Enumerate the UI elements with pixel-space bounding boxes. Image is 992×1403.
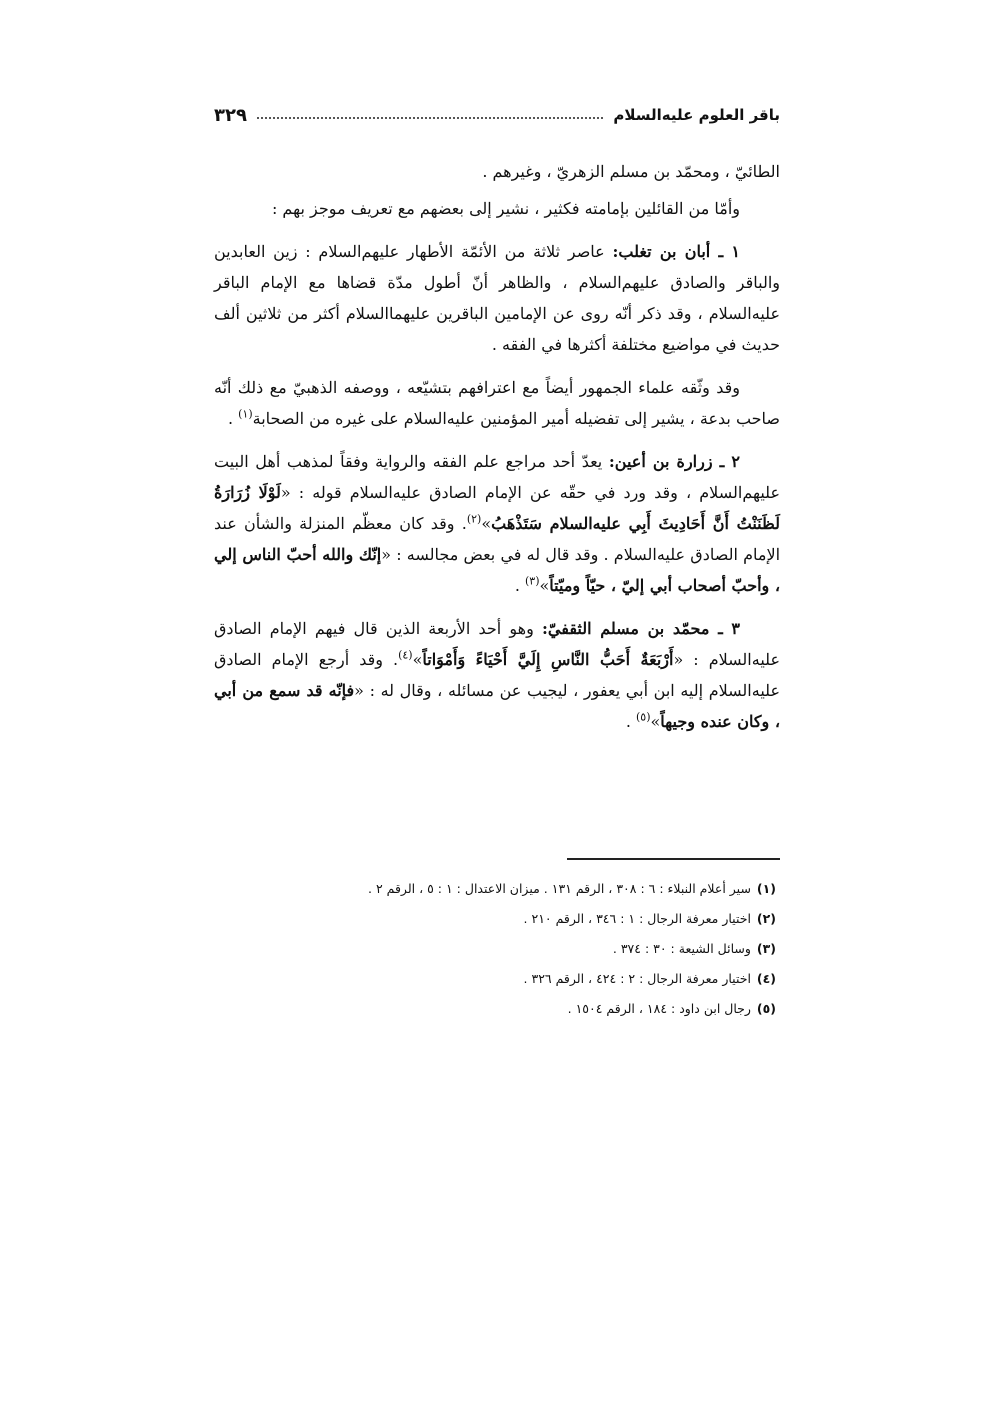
entry-text: . وقد أرجع الإمام الصادق عليه‌السلام إليه ابن أبي يعفور ، ليجيب عن مسائله ، وقال له : « <box>214 650 780 700</box>
punctuation: . <box>625 712 636 731</box>
entry-heading-aban: ١ ـ أبان بن تغلب: <box>612 242 741 261</box>
footnote-item <box>214 874 780 904</box>
quote-mark: » <box>412 650 423 669</box>
paragraph-aban-2 <box>214 372 780 434</box>
hadith-quote: أَرْبَعَةٌ أَحَبُّ النَّاسِ إِلَيَّ أَحْيَاءً وَأَمْوَاتاً <box>422 650 674 669</box>
hadith-quote: فإنّه قد سمع من أبي ، وكان عنده وجيهاً <box>214 681 780 731</box>
main-text <box>214 156 780 749</box>
footnote-number: (٢) <box>756 911 776 926</box>
paragraph-muhammad <box>214 613 780 737</box>
entry-text: وقد وثّقه علماء الجمهور أيضاً مع اعترافهم بتشيّعه ، ووصفه الذهبيّ مع ذلك أنّه صاحب بدعة ، يشير إلى تفضيله أمير المؤمنين عليه‌السلام على غيره من الصحابة <box>214 378 780 428</box>
hadith-quote: لَوْلَا زُرَارَةُ لَظَنَنْتُ أَنَّ أَحَادِيثَ أَبِي عليه‌السلام سَتَذْهَبُ <box>214 483 780 533</box>
footnote-number: (٤) <box>756 971 776 986</box>
punctuation: . <box>227 409 239 428</box>
entry-heading-muhammad: ٣ ـ محمّد بن مسلم الثقفيّ: <box>541 619 741 638</box>
footnote-text: وسائل الشيعة : ٣٠ : ٣٧٤ . <box>612 941 751 956</box>
entry-heading-zurara: ٢ ـ زرارة بن أعين: <box>608 452 740 471</box>
page-number: ٣٢٩ <box>214 104 247 126</box>
hadith-quote: إنّك والله أحبّ الناس إلي ، وأحبّ أصحاب أبي إليّ ، حيّاً وميّتاً <box>214 545 780 595</box>
footnote-number: (٥) <box>756 1001 776 1016</box>
entry-text: يعدّ أحد مراجع علم الفقه والرواية وفقاً لمذهب أهل البيت عليهم‌السلام ، وقد ورد في حقّه عن الإمام الصادق عليه‌السلام قوله : « <box>214 452 781 502</box>
footnote-item <box>214 904 780 934</box>
punctuation: . <box>514 576 525 595</box>
paragraph-zurara <box>214 446 780 601</box>
entry-text-aban: عاصر ثلاثة من الأئمّة الأطهار عليهم‌السلام : زين العابدين والباقر والصادق عليهم‌السلام ، والظاهر أنّ أطول مدّة قضاها مع الإمام الباقر عليه‌السلام ، وقد ذكر أنّه روى عن الإمامين الباقرين عليهما‌السلام أكثر من ثلاثين ألف حديث في مواضيع مختلفة أكثرها في الفقه . <box>214 242 781 354</box>
running-header <box>214 100 780 130</box>
footnote-item <box>214 934 780 964</box>
footnote-ref[interactable]: (٢) <box>466 512 482 526</box>
footnote-number: (٣) <box>756 941 776 956</box>
footnote-number: (١) <box>756 881 776 896</box>
footnote-text: سير أعلام النبلاء : ٦ : ٣٠٨ ، الرقم ١٣١ . ميزان الاعتدال : ١ : ٥ ، الرقم ٢ . <box>367 881 751 896</box>
footnote-text: اختيار معرفة الرجال : ٢ : ٤٢٤ ، الرقم ٣٢٦ . <box>523 971 751 986</box>
footnote-text: اختيار معرفة الرجال : ١ : ٣٤٦ ، الرقم ٢١٠ . <box>523 911 751 926</box>
footnote-ref[interactable]: (٣) <box>524 574 540 588</box>
footnote-ref[interactable]: (١) <box>238 407 253 421</box>
leader-dots <box>257 117 603 119</box>
entry-text: . وقد كان معظّم المنزلة والشأن عند الإمام الصادق عليه‌السلام . وقد قال له في بعض مجالسه : « <box>214 514 781 564</box>
chapter-title: باقر العلوم عليه‌السلام <box>613 106 780 124</box>
footnote-ref[interactable]: (٥) <box>635 710 651 724</box>
footnote-text: رجال ابن داود : ١٨٤ ، الرقم ١٥٠٤ . <box>567 1001 751 1016</box>
footnote-ref[interactable]: (٤) <box>398 648 413 662</box>
entry-text: وهو أحد الأربعة الذين قال فيهم الإمام الصادق عليه‌السلام : « <box>214 619 780 669</box>
paragraph-aban <box>214 236 780 360</box>
footnotes <box>214 874 780 1024</box>
quote-mark: » <box>650 712 661 731</box>
quote-mark: » <box>539 576 550 595</box>
footnote-item <box>214 994 780 1024</box>
footnote-separator <box>567 858 780 860</box>
footnote-item <box>214 964 780 994</box>
paragraph-intro: وأمّا من القائلين بإمامته فكثير ، نشير إلى بعضهم مع تعريف موجز بهم : <box>271 199 740 218</box>
paragraph-continuation: الطائيّ ، ومحمّد بن مسلم الزهريّ ، وغيرهم . <box>482 162 780 181</box>
quote-mark: » <box>481 514 492 533</box>
